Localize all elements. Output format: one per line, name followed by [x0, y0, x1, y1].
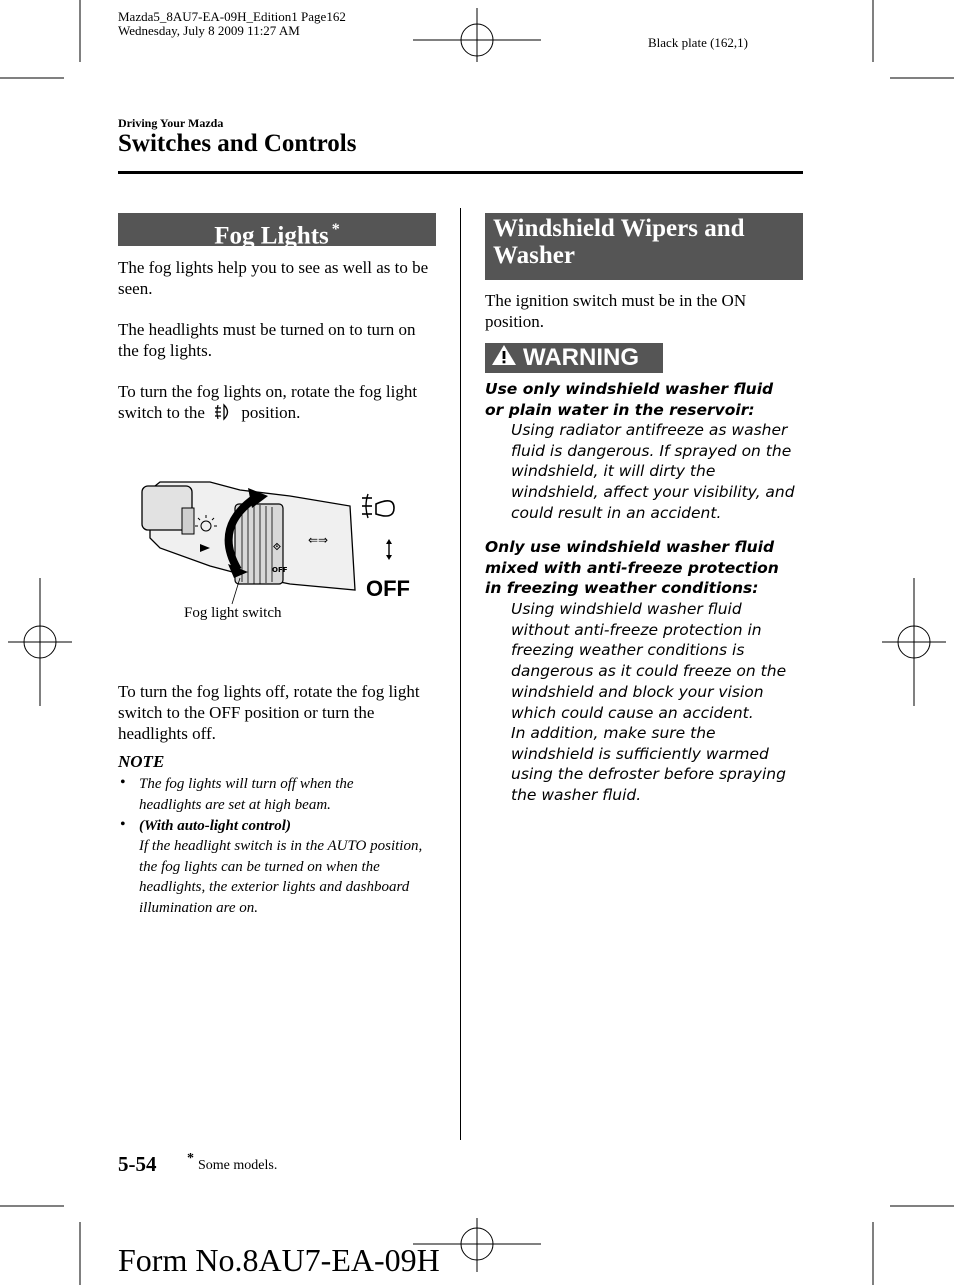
footnote-asterisk: *: [187, 1151, 194, 1166]
fog-para-1: The fog lights help you to see as well as to be seen.: [118, 258, 429, 298]
small-off-label: OFF: [272, 566, 288, 574]
fog-light-icon: [213, 403, 233, 426]
asterisk-mark: *: [331, 221, 340, 238]
fog-para-3-before: To turn the fog lights on, rotate the fog light switch to the: [118, 382, 418, 422]
header-rule: [118, 171, 803, 174]
warning-2-body-2: In addition, make sure the windshield is sufficiently warmed using the defroster before spraying the washer fluid.: [511, 724, 786, 805]
note-item-1: The fog lights will turn off when the headlights are set at high beam.: [139, 776, 354, 813]
fog-para-4: To turn the fog lights off, rotate the fog light switch to the OFF position or turn the headlights off.: [118, 682, 420, 743]
off-label: OFF: [366, 576, 410, 601]
form-number: Form No.8AU7-EA-09H: [118, 1242, 440, 1278]
warning-1-title-text: Use only windshield washer fluid or plain water in the reservoir:: [485, 380, 774, 419]
warning-1-title: [485, 379, 785, 420]
footnote-text: Some models.: [198, 1158, 278, 1173]
warning-1-body: Using radiator antifreeze as washer fluid is dangerous. If sprayed on the windshield, it will dirty the windshield, affect your visibility, and could result in an accident.: [511, 421, 795, 522]
chapter-title: Switches and Controls: [118, 130, 357, 157]
note-label: NOTE: [118, 752, 165, 771]
wipers-intro: The ignition switch must be in the ON position.: [485, 291, 747, 331]
note-bullet-2: •: [120, 816, 126, 833]
figure-caption: Fog light switch: [184, 605, 282, 621]
page-number: 5-54: [118, 1152, 157, 1176]
svg-text:⟐: ⟐: [273, 542, 281, 553]
fog-lights-heading: [118, 213, 436, 250]
print-file-line: Mazda5_8AU7-EA-09H_Edition1 Page162: [118, 9, 346, 24]
note-item-2-title: (With auto-light control): [139, 818, 291, 834]
fog-para-2: The headlights must be turned on to turn on the fog lights.: [118, 320, 416, 360]
note-item-2-body: If the headlight switch is in the AUTO position, the fog lights can be turned on when the headlights, the exterior lights and dashboard illumination are on.: [139, 838, 423, 917]
column-divider: [460, 208, 461, 1140]
warning-triangle-icon: [491, 344, 517, 373]
warning-2-title-text: Only use windshield washer fluid mixed with anti-freeze protection in freezing weather conditions:: [485, 538, 779, 598]
warning-2-body-1: Using windshield washer fluid without anti-freeze protection in freezing weather conditions is dangerous as it could freeze on the windshield and block your vision which could cause an accident.: [511, 600, 787, 722]
fog-light-switch-illustration: [140, 478, 420, 623]
warning-badge: [485, 343, 663, 373]
print-date-line: Wednesday, July 8 2009 11:27 AM: [118, 23, 300, 38]
fog-para-3-after: position.: [241, 403, 301, 422]
note-bullet-1: •: [120, 774, 126, 791]
svg-text:⇐⇒: ⇐⇒: [308, 533, 329, 547]
fog-para-3: [118, 381, 430, 426]
fog-lights-title: Fog Lights: [214, 222, 329, 250]
section-label: Driving Your Mazda: [118, 116, 224, 130]
warning-2-title: [485, 537, 785, 599]
warning-label: WARNING: [523, 344, 639, 371]
wipers-heading: Windshield Wipers and Washer: [485, 213, 803, 280]
print-plate: Black plate (162,1): [648, 35, 748, 50]
